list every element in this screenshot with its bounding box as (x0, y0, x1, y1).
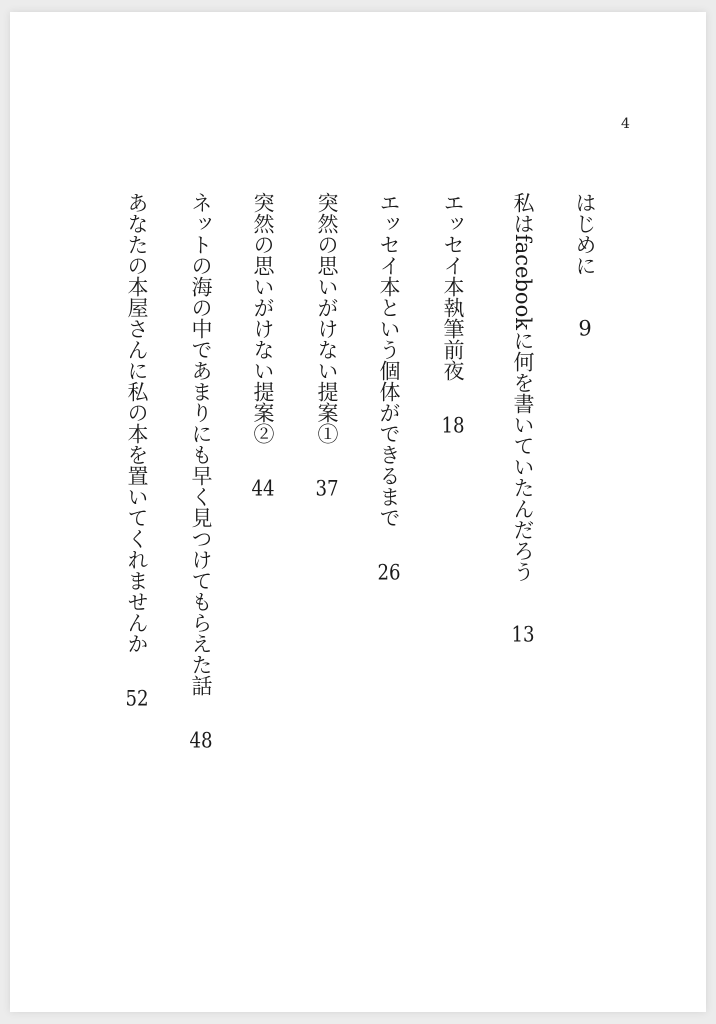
toc-entry-page: 37 (315, 478, 339, 499)
toc-entry-page: 13 (511, 623, 535, 645)
toc-entry-3 (438, 192, 468, 752)
toc-entry-7 (186, 192, 216, 752)
toc-entry-6 (248, 192, 278, 752)
toc-entry-page: 18 (441, 415, 465, 436)
toc-entry-title: あなたの本屋さんに私の本を置いてくれませんか (125, 192, 149, 654)
toc-entry-page: 48 (189, 730, 213, 751)
toc-entry-title: 突然の思いがけない提案① (315, 192, 339, 444)
toc-entry-page: 26 (377, 562, 401, 583)
toc-entry-title: 突然の思いがけない提案② (251, 192, 275, 444)
book-page (10, 12, 706, 1012)
toc-entry-title: ネットの海の中であまりにも早く見つけてもらえた話 (189, 192, 213, 696)
page-number: 4 (621, 116, 630, 132)
toc-entry-page: 52 (125, 688, 149, 709)
toc-entry-2 (508, 192, 538, 752)
toc-entry-page: 9 (578, 318, 592, 339)
toc-entry-page: 44 (251, 478, 275, 499)
toc-entry-title: エッセイ本という個体ができるまで (377, 192, 401, 528)
toc-entry-title: はじめに (573, 192, 597, 276)
toc-entry-8 (122, 192, 152, 752)
toc-entry-4 (374, 192, 404, 752)
toc-entry-5 (312, 192, 342, 752)
toc-entry-title: 私はfacebookに何を書いていたんだろう (511, 192, 535, 582)
toc-entry-1 (570, 192, 600, 752)
toc-entry-title: エッセイ本執筆前夜 (441, 192, 465, 381)
